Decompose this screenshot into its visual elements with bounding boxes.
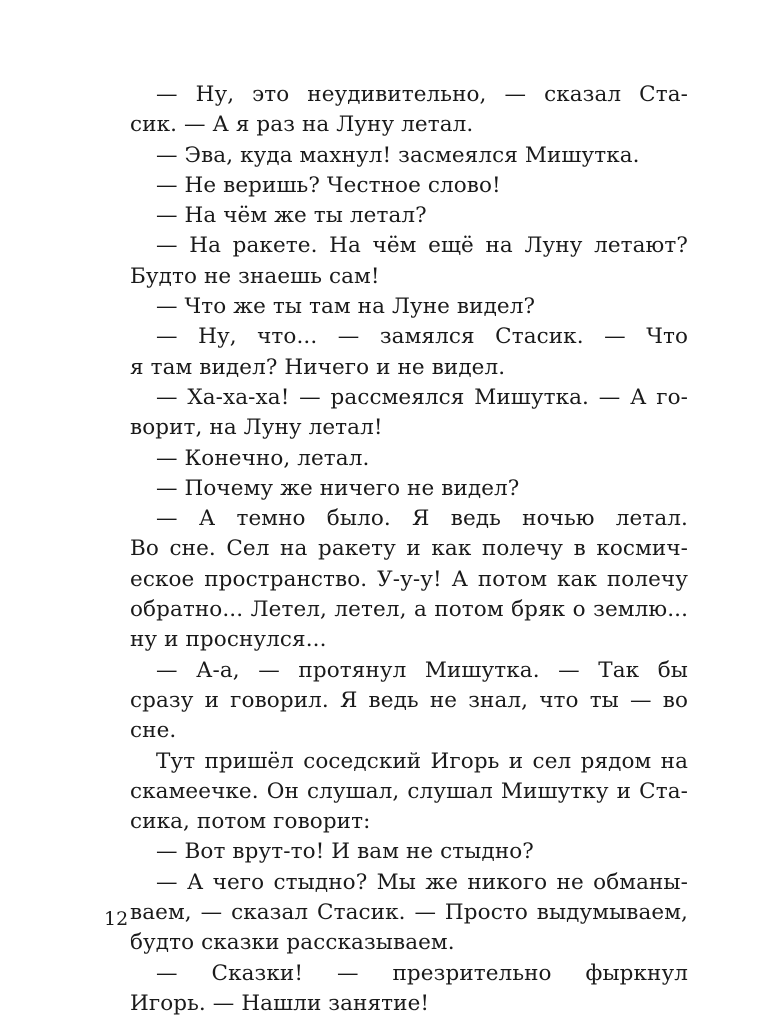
- text-line: — Конечно, летал.: [156, 445, 370, 471]
- text-line: — Ну, это неудивительно, — сказал Ста-: [156, 82, 688, 107]
- text-line: — Ха-ха-ха! — рассмеялся Мишутка. — А го-: [156, 384, 688, 410]
- text-line: скамеечке. Он слушал, слушал Мишутку и Ста-: [130, 778, 688, 804]
- paragraph: [104, 959, 688, 1019]
- paragraph: [104, 837, 688, 867]
- text-line: — А-а, — протянул Мишутка. — Так бы: [156, 657, 688, 683]
- text-line: — Сказки! — презрительно фыркнул: [156, 960, 688, 986]
- text-line: еское пространство. У-у-у! А потом как полечу: [130, 566, 688, 592]
- text-line: — А темно было. Я ведь ночью летал.: [156, 506, 688, 532]
- text-line: — Что же ты там на Луне видел?: [156, 294, 536, 320]
- paragraph: [104, 292, 688, 322]
- paragraph: [104, 868, 688, 959]
- text-line: — Эва, куда махнул! засмеялся Мишутка.: [156, 142, 640, 168]
- story-text: [104, 80, 688, 1019]
- paragraph: [104, 444, 688, 474]
- paragraph: [104, 171, 688, 201]
- text-line: — Ну, что... — замялся Стасик. — Что: [156, 324, 688, 350]
- text-line: — А чего стыдно? Мы же никого не обманы-: [156, 869, 688, 895]
- text-line: Во сне. Сел на ракету и как полечу в космич-: [130, 536, 688, 562]
- paragraph: [104, 656, 688, 747]
- text-line: сика, потом говорит:: [130, 809, 371, 835]
- text-line: ну и проснулся...: [130, 627, 327, 653]
- page-number: 12: [104, 908, 129, 930]
- paragraph: [104, 747, 688, 838]
- paragraph: [104, 141, 688, 171]
- text-line: будто сказки рассказываем.: [130, 930, 455, 956]
- text-line: Игорь. — Нашли занятие!: [130, 990, 430, 1016]
- paragraph: [104, 504, 688, 655]
- text-line: я там видел? Ничего и не видел.: [130, 354, 506, 380]
- text-line: ваем, — сказал Стасик. — Просто выдумываем,: [130, 900, 688, 926]
- text-line: Тут пришёл соседский Игорь и сел рядом на: [156, 748, 688, 774]
- text-line: Будто не знаешь сам!: [130, 263, 380, 289]
- paragraph: [104, 80, 688, 141]
- paragraph: [104, 231, 688, 292]
- text-line: — На чём же ты летал?: [156, 203, 427, 229]
- text-line: сне.: [130, 718, 177, 744]
- text-line: — Не веришь? Честное слово!: [156, 172, 501, 198]
- text-line: ворит, на Луну летал!: [130, 415, 383, 441]
- text-line: сразу и говорил. Я ведь не знал, что ты — во: [130, 687, 688, 713]
- text-line: — На ракете. На чём ещё на Луну летают?: [156, 233, 688, 259]
- paragraph: [104, 322, 688, 383]
- text-line: — Вот врут-то! И вам не стыдно?: [156, 839, 534, 865]
- paragraph: [104, 201, 688, 231]
- paragraph: [104, 474, 688, 504]
- text-line: сик. — А я раз на Луну летал.: [130, 112, 474, 138]
- paragraph: [104, 383, 688, 444]
- text-line: обратно... Летел, летел, а потом бряк о землю...: [130, 597, 688, 623]
- text-line: — Почему же ничего не видел?: [156, 475, 520, 501]
